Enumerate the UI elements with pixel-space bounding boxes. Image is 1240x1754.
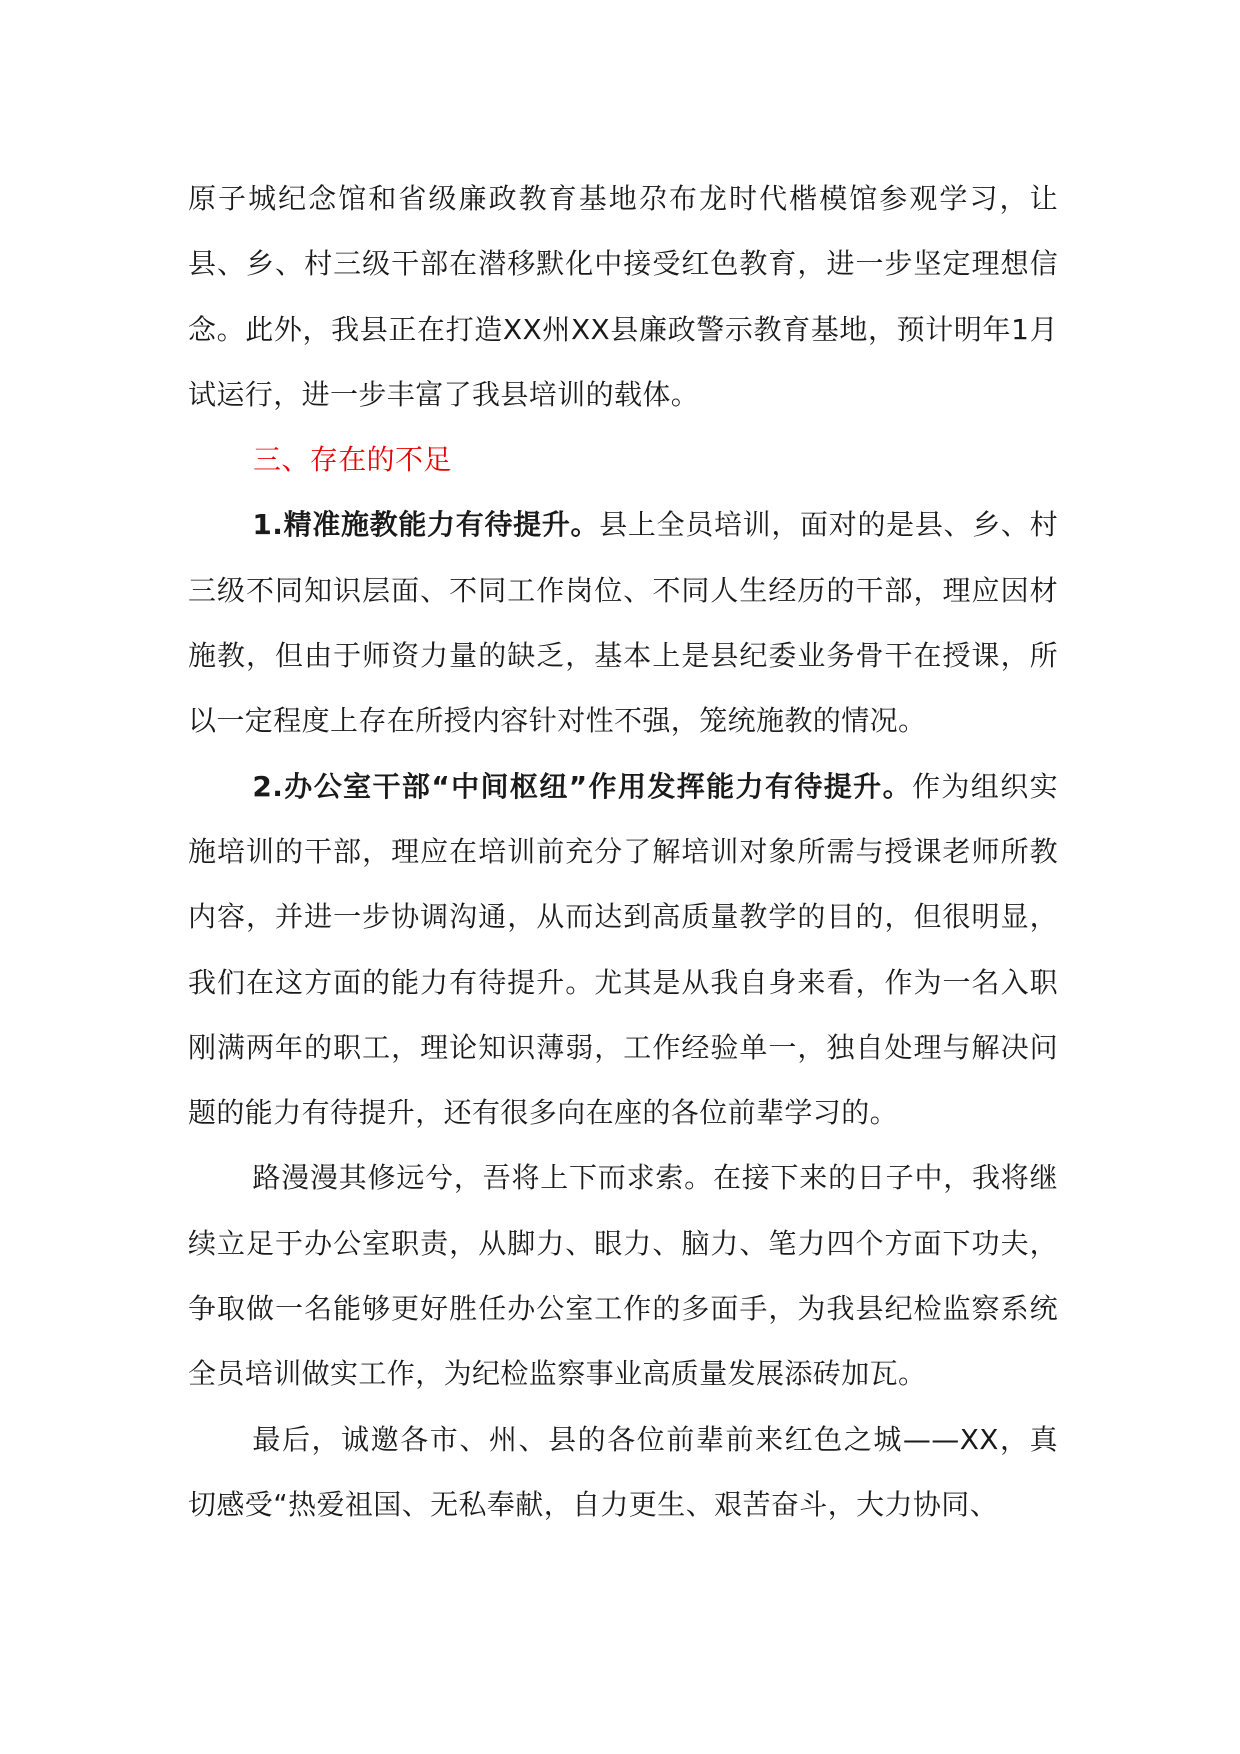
- paragraph-outlook: 路漫漫其修远兮，吾将上下而求索。在接下来的日子中，我将继续立足于办公室职责，从脚力、眼力、脑力、笔力四个方面下功夫，争取做一名能够更好胜任办公室工作的多面手，为我县纪检监察系统全员培训做实工作，为纪检监察事业高质量发展添砖加瓦。: [188, 1161, 1058, 1391]
- paragraph-continuation: 原子城纪念馆和省级廉政教育基地尕布龙时代楷模馆参观学习，让县、乡、村三级干部在潜移默化中接受红色教育，进一步坚定理想信念。此外，我县正在打造XX州XX县廉政警示教育基地，预计明年1月试运行，进一步丰富了我县培训的载体。: [188, 182, 1058, 411]
- document-page: [188, 166, 1058, 1537]
- section-heading-shortcomings: 三、存在的不足: [253, 443, 452, 477]
- paragraph-invitation: 最后，诚邀各市、州、县的各位前辈前来红色之城——XX，真切感受“热爱祖国、无私奉献，自力更生、艰苦奋斗，大力协同、: [188, 1422, 1058, 1521]
- paragraph-point-2: [188, 754, 1058, 1146]
- point-2-title: 2.办公室干部“中间枢纽”作用发挥能力有待提升。: [252, 769, 912, 803]
- paragraph-point-1: [188, 492, 1058, 753]
- point-1-body: 县上全员培训，面对的是县、乡、村三级不同知识层面、不同工作岗位、不同人生经历的干部，理应因材施教，但由于师资力量的缺乏，基本上是县纪委业务骨干在授课，所以一定程度上存在所授内容针对性不强，笼统施教的情况。: [188, 508, 1058, 738]
- point-2-body: 作为组织实施培训的干部，理应在培训前充分了解培训对象所需与授课老师所教内容，并进一步协调沟通，从而达到高质量教学的目的，但很明显，我们在这方面的能力有待提升。尤其是从我自身来看，作为一名入职刚满两年的职工，理论知识薄弱，工作经验单一，独自处理与解决问题的能力有待提升，还有很多向在座的各位前辈学习的。: [188, 769, 1058, 1130]
- point-1-title: 1.精准施教能力有待提升。: [252, 508, 600, 542]
